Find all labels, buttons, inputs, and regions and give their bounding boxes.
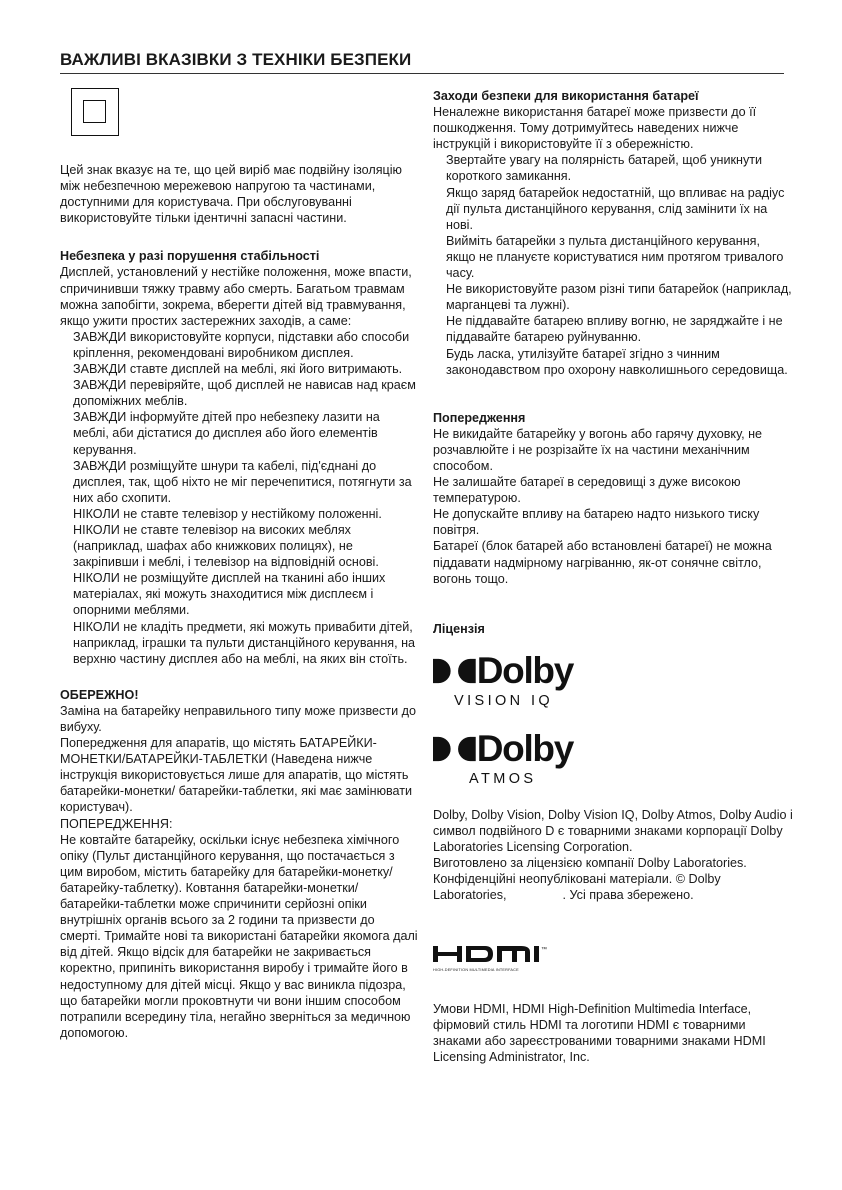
stability-item: НІКОЛИ не кладіть предмети, які можуть привабити дітей, наприклад, іграшки та пульти дистанційного керування, на верхню частину дисплея або на меблі, на яких він стоїть. xyxy=(73,619,416,666)
battery-item: Звертайте увагу на полярність батарей, щоб уникнути короткого замикання. xyxy=(446,153,763,184)
title-divider xyxy=(60,73,784,74)
battery-item: Не піддавайте батарею впливу вогню, не заряджайте і не піддавайте батарею руйнуванню. xyxy=(446,314,783,345)
dolby-double-d-icon xyxy=(433,736,476,762)
dolby-atmos-subtitle: ATMOS xyxy=(469,770,537,787)
warnings-line: Не залишайте батареї в середовищі з дуже високою температурою. xyxy=(433,475,741,506)
stability-item: НІКОЛИ не ставте телевізор на високих меблях (наприклад, шафах або книжкових полицях), не закріпивши і меблі, і телевізор на відповідній основі. xyxy=(73,522,379,570)
double-insulation-text: Цей знак вказує на те, що цей виріб має подвійну ізоляцію між небезпечною мережевою напругою та частинами, доступними для користувача. При обслуговуванні використовуйте тільки ідентичні запасні частини. xyxy=(60,163,402,226)
battery-item: Якщо заряд батарейок недостатній, що впливає на радіус дії пульта дистанційного керування, слід замінити їх на нові. xyxy=(446,185,785,232)
dolby-trademark-text: Dolby, Dolby Vision, Dolby Vision IQ, Dolby Atmos, Dolby Audio і символ подвійного D є товарними знаками корпорації Dolby Laboratories Licensing Corporation. xyxy=(433,808,793,855)
dolby-double-d-icon xyxy=(433,658,476,684)
battery-intro: Неналежне використання батареї може призвести до її пошкодження. Тому дотримуйтесь наведених нижче інструкцій і використовуйте її з обережністю. xyxy=(433,105,757,152)
dolby-vision-iq-logo xyxy=(433,649,573,709)
hdmi-trademark-text: Умови HDMI, HDMI High-Definition Multimedia Interface, фірмовий стиль HDMI та логотипи HDMI є товарними знаками або зареєстрованими товарними знаками HDMI Licensing Administrator, Inc. xyxy=(433,1001,766,1064)
dolby-wordmark: Dolby xyxy=(476,727,573,769)
caution-line: ПОПЕРЕДЖЕННЯ: xyxy=(60,816,173,831)
hdmi-tm-mark: ™ xyxy=(541,946,547,953)
stability-item: ЗАВЖДИ використовуйте корпуси, підставки або способи кріплення, рекомендовані виробником дисплея. xyxy=(73,329,410,360)
page-title: ВАЖЛИВІ ВКАЗІВКИ З ТЕХНІКИ БЕЗПЕКИ xyxy=(60,50,412,69)
stability-item: ЗАВЖДИ ставте дисплей на меблі, які його витримають. xyxy=(73,362,403,377)
caution-line: Не ковтайте батарейку, оскільки існує небезпека хімічного опіку (Пульт дистанційного керування, що постачається з цим виробом, містить батарейку для батарейки-монетку/батарейку-таблетку). Ковтання батарейки-монетки/батарейки-таблетки може спричинити серйозні опіки внутрішніх органів всього за 2 години та призвести до смерті. Тримайте нові та використані батарейки якомога далі від дітей. Якщо відсік для батарейки не закривається коректно, припиніть використання виробу і тримайте його в недоступному для дітей місці. Якщо у вас виникла підозра, що батарейки могли проковтнути чи вони іншим способом потрапили всередину тіла, негайно зверніться за медичною допомогою. xyxy=(60,832,418,1040)
battery-item: Не використовуйте разом різні типи батарейок (наприклад, марганцеві та лужні). xyxy=(446,282,792,313)
dolby-vision-iq-subtitle: VISION IQ xyxy=(454,692,554,709)
double-insulation-icon xyxy=(71,88,119,136)
stability-item: ЗАВЖДИ розміщуйте шнури та кабелі, під'єднані до дисплея, так, щоб ніхто не міг перечепитися, потягнути за них або схопити. xyxy=(73,458,412,505)
stability-item: НІКОЛИ не ставте телевізор у нестійкому положенні. xyxy=(73,506,382,521)
caution-heading: ОБЕРЕЖНО! xyxy=(60,687,139,702)
dolby-license-text: Виготовлено за ліцензією компанії Dolby Laboratories. Конфіденційні неопубліковані матеріали. © Dolby Laboratories, . Усі права збережено. xyxy=(433,856,751,903)
license-heading: Ліцензія xyxy=(433,621,485,636)
warnings-line: Не допускайте впливу на батарею надто низького тиску повітря. xyxy=(433,507,760,538)
hdmi-subtitle: HIGH-DEFINITION MULTIMEDIA INTERFACE xyxy=(433,967,519,972)
stability-item: ЗАВЖДИ інформуйте дітей про небезпеку лазити на меблі, аби дістатися до дисплея або його елементів керування. xyxy=(73,410,380,457)
stability-intro: Дисплей, установлений у нестійке положення, може впасти, спричинивши тяжку травму або смерть. Багатьом травмам можна запобігти, зокрема, вберегти дітей від травмування, якщо ужити простих застережних заходів, а саме: xyxy=(60,265,412,328)
warnings-line: Не викидайте батарейку у вогонь або гарячу духовку, не розчавлюйте і не розрізайте їх на частини механічним способом. xyxy=(433,426,763,473)
warnings-line: Батареї (блок батарей або встановлені батареї) не можна піддавати надмірному нагріванню, як-от сонячне світло, вогонь тощо. xyxy=(433,539,772,586)
battery-item: Вийміть батарейки з пульта дистанційного керування, якщо не плануєте користуватися ним протягом тривалого часу. xyxy=(446,233,784,281)
battery-heading: Заходи безпеки для використання батареї xyxy=(433,89,699,103)
left-column xyxy=(60,84,418,1041)
battery-item: Будь ласка, утилізуйте батареї згідно з чинним законодавством про охорону навколишнього середовища. xyxy=(446,346,788,377)
dolby-atmos-logo xyxy=(433,727,573,787)
stability-heading: Небезпека у разі порушення стабільності xyxy=(60,249,320,264)
caution-line: Попередження для апаратів, що містять БАТАРЕЙКИ-МОНЕТКИ/БАТАРЕЙКИ-ТАБЛЕТКИ (Наведена нижче інструкція використовується лише для апаратів, що містять батарейки-монетки/ батарейки-таблетки, які має замінювати користувач). xyxy=(60,736,413,815)
stability-item: ЗАВЖДИ перевіряйте, щоб дисплей не нависав над краєм допоміжних меблів. xyxy=(73,378,416,409)
right-column xyxy=(433,84,793,1065)
warnings-heading: Попередження xyxy=(433,410,526,425)
caution-line: Заміна на батарейку неправильного типу може призвести до вибуху. xyxy=(60,703,416,734)
hdmi-logo xyxy=(433,944,573,973)
hdmi-wordmark-graphic xyxy=(433,944,573,966)
dolby-wordmark: Dolby xyxy=(476,649,573,691)
stability-item: НІКОЛИ не розміщуйте дисплей на тканині або інших матеріалах, які можуть знаходитися між дисплеєм і опорними меблями. xyxy=(73,571,386,618)
